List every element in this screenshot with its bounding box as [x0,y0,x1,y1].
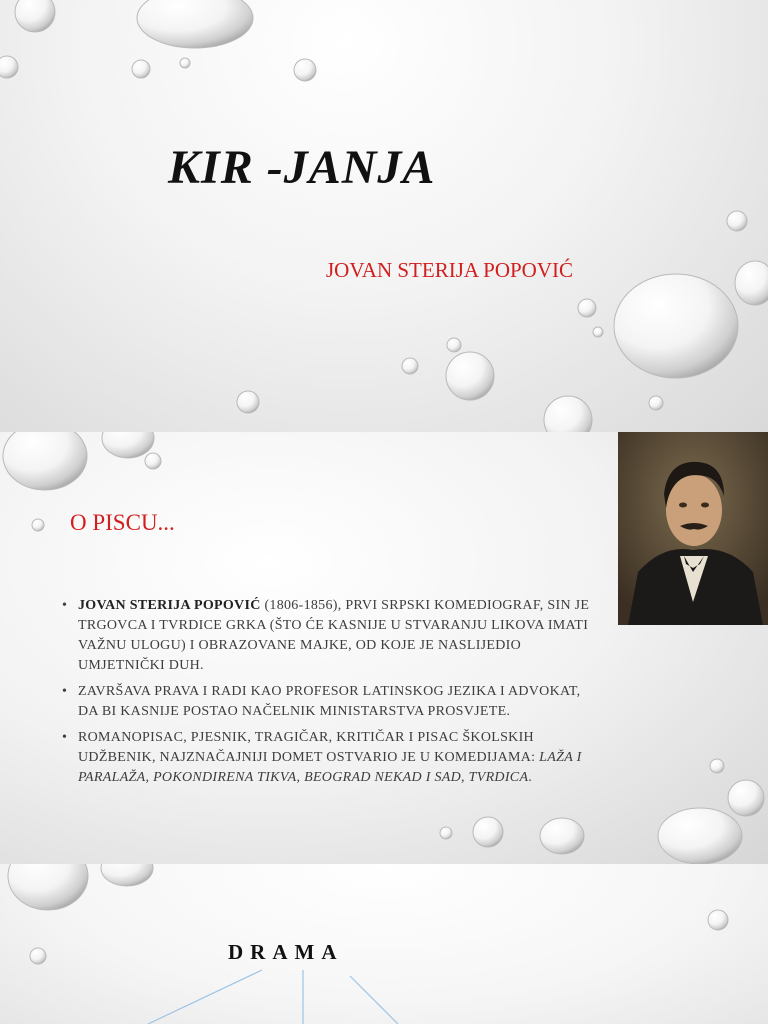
bullet-text-tail: . [528,770,533,785]
author-portrait [618,432,768,625]
section-heading: O PISCU... [70,510,175,535]
bullet-marker: • [62,730,68,745]
works-list: LAŽA I PARALAŽA, POKONDIRENA TIKVA, BEOGRAD NEKAD I SAD, TVRDICA [78,750,582,785]
connector-line [148,970,262,1024]
connector-line [350,976,398,1024]
list-item [62,596,602,676]
bullet-marker: • [62,598,68,613]
author-name: JOVAN STERIJA POPOVIĆ [78,598,261,613]
presentation-title: KIR -JANJA [168,141,436,194]
diagram-connectors [0,864,768,1024]
bullet-text: ZAVRŠAVA PRAVA I RADI KAO PROFESOR LATINSKOG JEZIKA I ADVOKAT, DA BI KASNIJE POSTAO NAČELNIK MINISTARSTVA PROSVJETE. [78,684,581,719]
section-heading: DRAMA [228,940,344,964]
title-slide [0,0,768,432]
drama-slide [0,864,768,1024]
bullet-text: ROMANOPISAC, PJESNIK, TRAGIČAR, KRITIČAR I PISAC ŠKOLSKIH UDŽBENIK, NAJZNAČAJNIJI DOMET OSTVARIO JE U KOMEDIJAMA: [78,730,540,765]
water-drop-icon [0,0,768,432]
presentation-subtitle: JOVAN STERIJA POPOVIĆ [326,258,573,282]
list-item [62,728,602,788]
bullet-list [62,596,602,794]
list-item [62,682,602,722]
about-author-slide [0,432,768,864]
bullet-marker: • [62,684,68,699]
bullet-text: (1806-1856), PRVI SRPSKI KOMEDIOGRAF, SIN JE TRGOVCA I TVRDICE GRKA (ŠTO ĆE KASNIJE U STVARANJU LIKOVA IMATI VAŽNU ULOGU) I OBRAZOVANE MAJKE, OD KOJE JE NASLIJEDIO UMJETNIČKI DUH. [78,598,590,673]
